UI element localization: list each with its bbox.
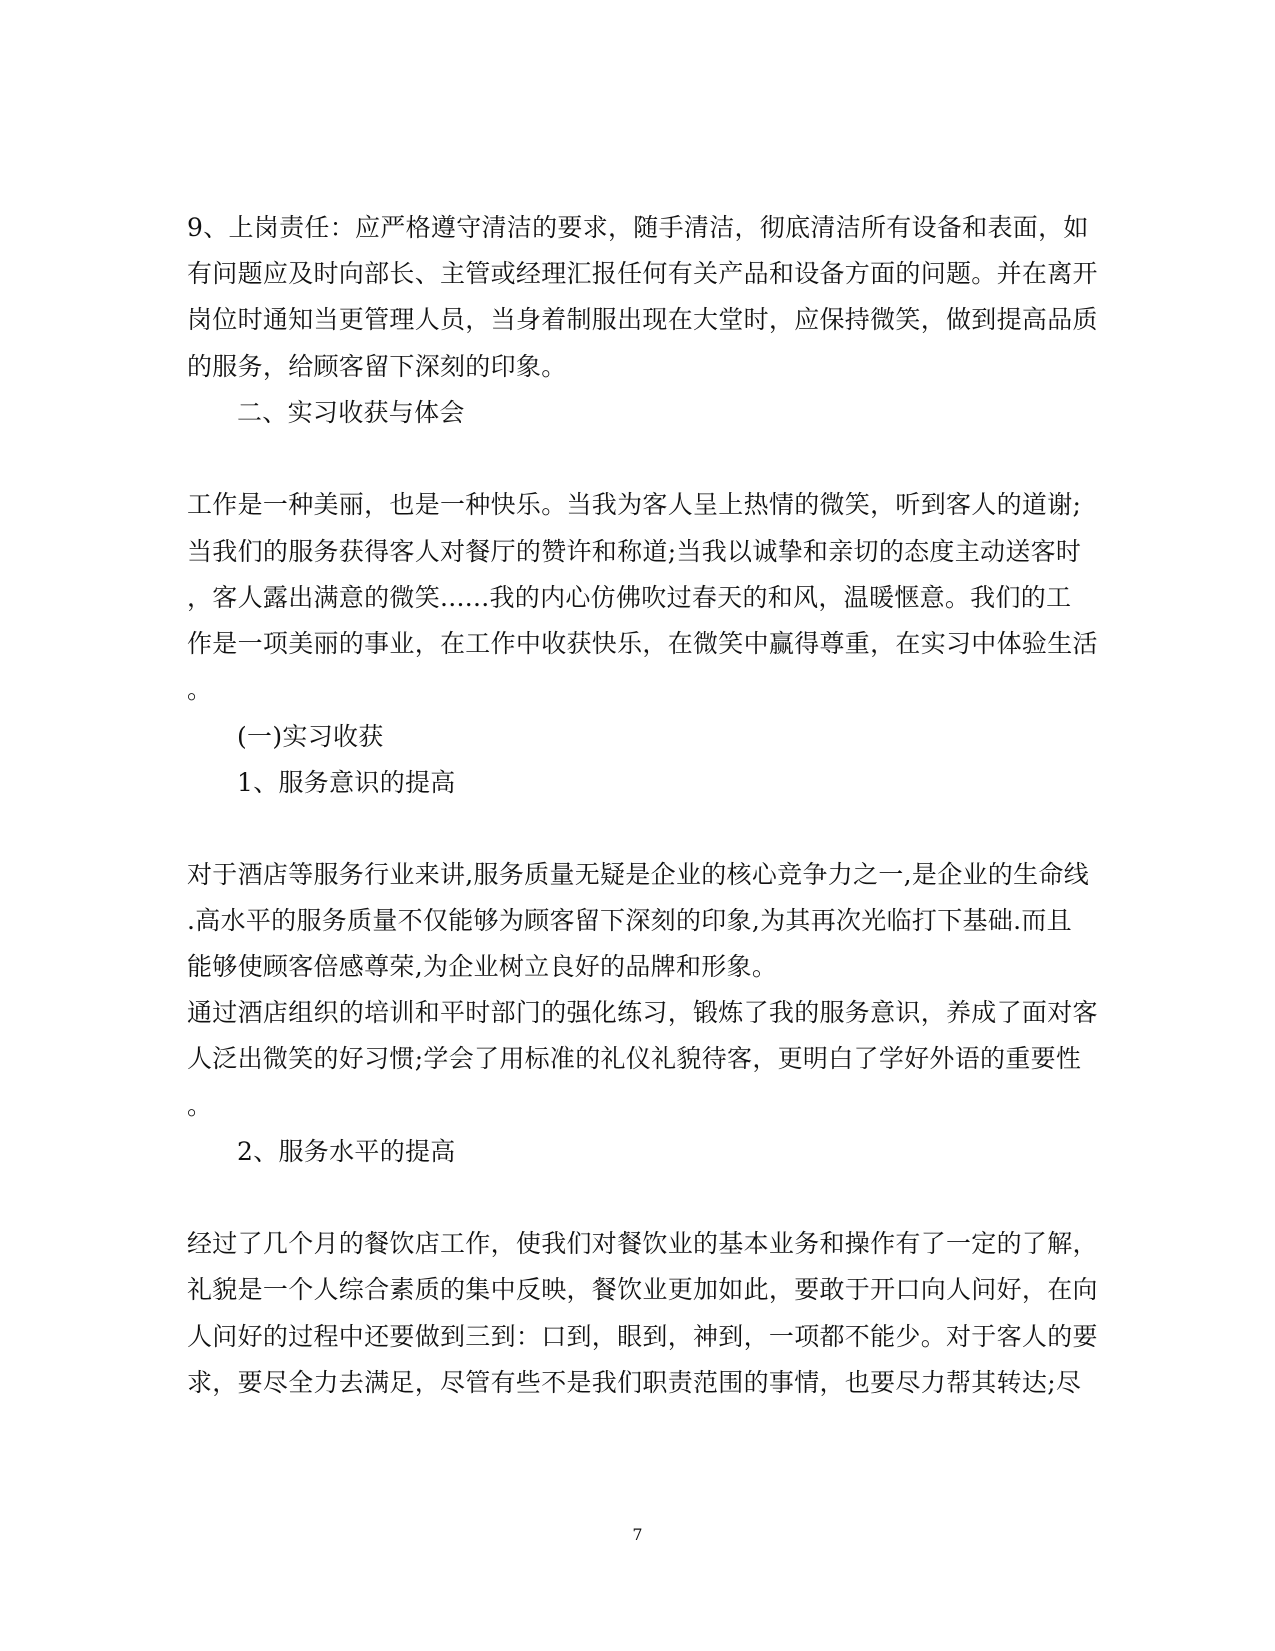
paragraph-line: .高水平的服务质量不仅能够为顾客留下深刻的印象,为其再次光临打下基础.而且: [187, 906, 1072, 935]
paragraph-line: 。: [187, 1091, 213, 1120]
paragraph-line: 人泛出微笑的好习惯;学会了用标准的礼仪礼貌待客，更明白了学好外语的重要性: [187, 1044, 1082, 1073]
subsection-heading: 1、服务意识的提高: [237, 768, 456, 797]
paragraph-line: 作是一项美丽的事业，在工作中收获快乐，在微笑中赢得尊重，在实习中体验生活: [187, 629, 1098, 658]
paragraph-line: 工作是一种美丽，也是一种快乐。当我为客人呈上热情的微笑，听到客人的道谢;: [187, 490, 1082, 519]
subsection-heading: 2、服务水平的提高: [237, 1137, 456, 1166]
paragraph-line: ，客人露出满意的微笑......我的内心仿佛吹过春天的和风，温暖惬意。我们的工: [187, 583, 1072, 612]
paragraph-line: 对于酒店等服务行业来讲,服务质量无疑是企业的核心竞争力之一,是企业的生命线: [187, 860, 1089, 889]
paragraph-line: 9、上岗责任：应严格遵守清洁的要求，随手清洁，彻底清洁所有设备和表面，如: [187, 213, 1089, 242]
subsection-heading: (一)实习收获: [237, 722, 384, 751]
paragraph-line: 人问好的过程中还要做到三到：口到，眼到，神到，一项都不能少。对于客人的要: [187, 1322, 1098, 1351]
section-heading: 二、实习收获与体会: [237, 398, 465, 427]
paragraph-line: 当我们的服务获得客人对餐厅的赞许和称道;当我以诚挚和亲切的态度主动送客时: [187, 537, 1082, 566]
paragraph-line: 岗位时通知当更管理人员，当身着制服出现在大堂时，应保持微笑，做到提高品质: [187, 305, 1098, 334]
paragraph-line: 有问题应及时向部长、主管或经理汇报任何有关产品和设备方面的问题。并在离开: [187, 259, 1098, 288]
page-number: 7: [632, 1525, 643, 1544]
paragraph-line: 的服务，给顾客留下深刻的印象。: [187, 352, 567, 381]
paragraph-line: 礼貌是一个人综合素质的集中反映，餐饮业更加如此，要敢于开口向人问好，在向: [187, 1275, 1098, 1304]
paragraph-line: 求，要尽全力去满足，尽管有些不是我们职责范围的事情，也要尽力帮其转达;尽: [187, 1368, 1082, 1397]
paragraph-line: 经过了几个月的餐饮店工作，使我们对餐饮业的基本业务和操作有了一定的了解，: [187, 1229, 1098, 1258]
paragraph-line: 。: [187, 675, 213, 704]
paragraph-line: 能够使顾客倍感尊荣,为企业树立良好的品牌和形象。: [187, 952, 778, 981]
paragraph-line: 通过酒店组织的培训和平时部门的强化练习，锻炼了我的服务意识，养成了面对客: [187, 998, 1098, 1027]
